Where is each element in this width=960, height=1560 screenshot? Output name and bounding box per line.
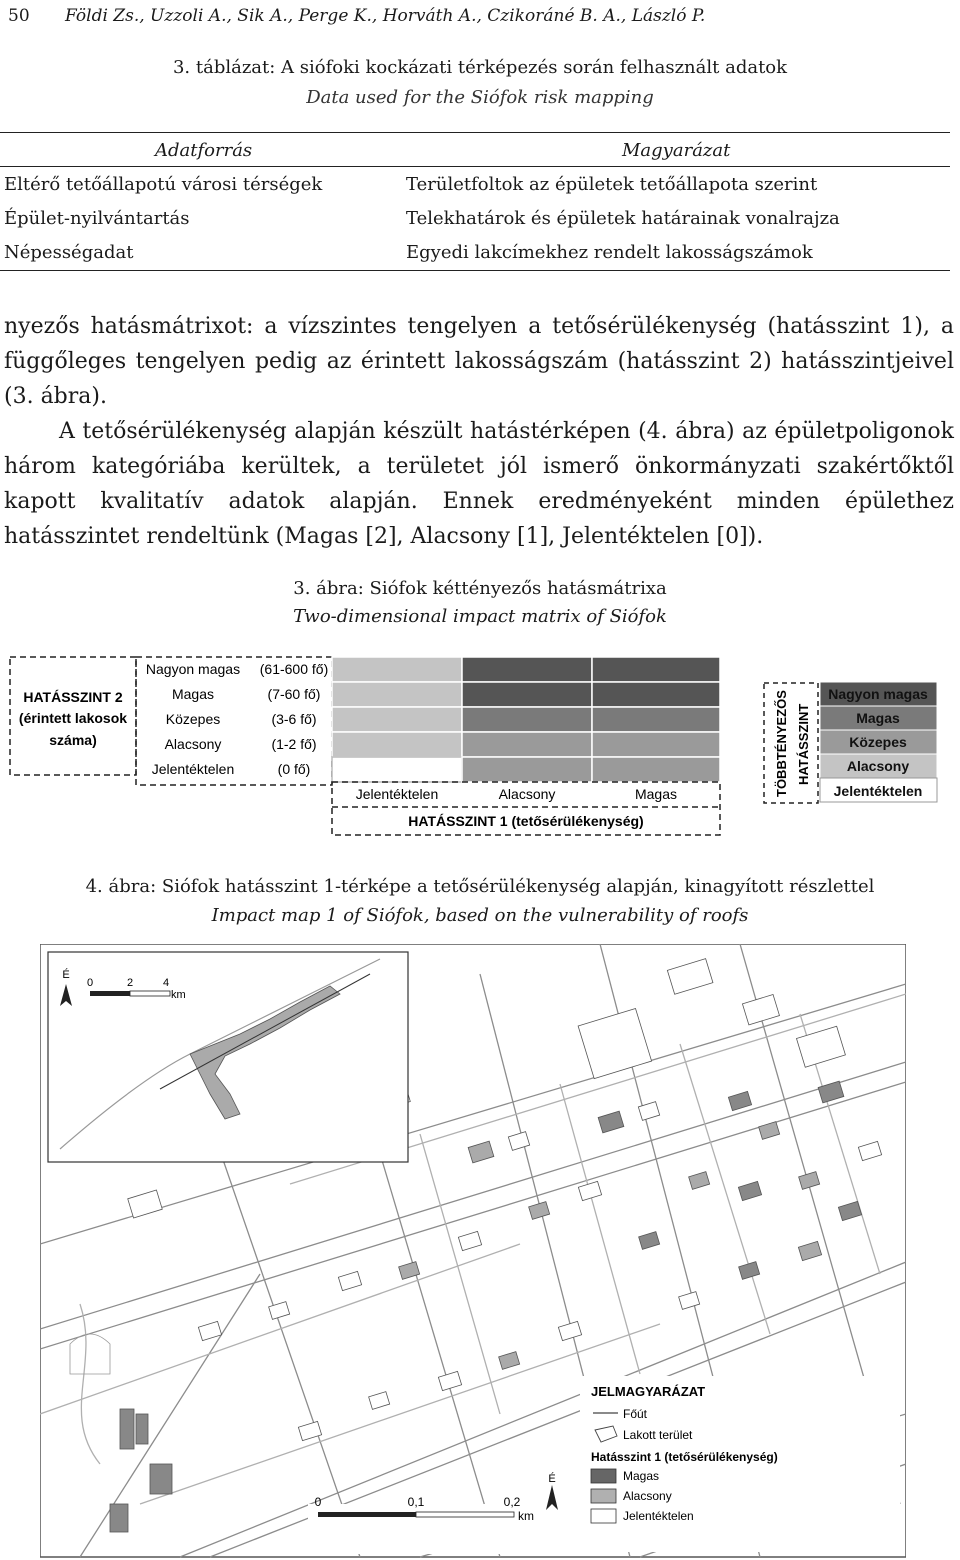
building (136, 1414, 148, 1444)
matrix-cell (462, 682, 592, 707)
author-list: Földi Zs., Uzzoli A., Sik A., Perge K., Horváth A., Czikoráné B. A., László P. (65, 6, 706, 26)
paragraph: A tetősérülékenység alapján készült hatástérképen (4. ábra) az épületpoligonok három kategóriába kerültek, a területet jól ismerő önkormányzati szakértőktől kapott kvalitatív adatok alapján. Ennek eredményeként minden épülethez hatásszintet rendeltünk (Magas [2], Alacsony [1], Jelentéktelen [0]). (4, 419, 954, 549)
scale-bar-segment (130, 991, 170, 996)
table-caption: 3. táblázat: A siófoki kockázati térképezés során felhasznált adatok (172, 57, 788, 78)
impact-map-figure (40, 944, 906, 1560)
row-label: Alacsony (164, 736, 222, 752)
axis2-title: (érintett lakosok (18, 710, 128, 726)
table-cell-source: Épület-nyilvántartás (4, 208, 190, 229)
column-label: Alacsony (498, 786, 556, 802)
building (120, 1409, 134, 1449)
matrix-cell (592, 707, 720, 732)
table-header-explanation: Magyarázat (622, 140, 731, 161)
row-label: Közepes (165, 711, 221, 727)
table-header-source: Adatforrás (155, 140, 253, 161)
page-number: 50 (8, 6, 30, 26)
legend-label: Lakott terület (623, 1428, 693, 1442)
legend-label: Közepes (849, 734, 907, 750)
matrix-cell (332, 657, 462, 682)
scale-bar-segment (90, 991, 130, 996)
table-cell-explanation: Egyedi lakcímekhez rendelt lakosságszámok (406, 242, 813, 263)
north-label: É (548, 1473, 556, 1485)
overview-inset (48, 952, 408, 1162)
legend-label: Alacsony (623, 1489, 672, 1503)
matrix-cell (462, 757, 592, 782)
row-range: (7-60 fő) (267, 686, 321, 702)
matrix-cell (332, 732, 462, 757)
axis2-title: HATÁSSZINT 2 (23, 689, 123, 705)
scale-tick-label: 4 (162, 977, 170, 989)
legend-box (580, 1376, 900, 1552)
row-range: (61-600 fő) (259, 661, 329, 677)
building (110, 1504, 128, 1532)
axis2-title: száma) (49, 732, 97, 748)
legend-label: Magas (623, 1469, 660, 1483)
legend-label: Alacsony (846, 758, 910, 774)
legend-label: Nagyon magas (828, 686, 928, 702)
running-header (8, 6, 705, 26)
row-range: (0 fő) (277, 761, 311, 777)
scale-unit: km (171, 989, 186, 1001)
scale-unit: km (518, 1509, 534, 1523)
legend-swatch (591, 1489, 616, 1503)
map-legend (580, 1376, 900, 1552)
table-cell-explanation: Területfoltok az épületek tetőállapota szerint (406, 174, 818, 195)
matrix-cell (332, 682, 462, 707)
matrix-cell (332, 707, 462, 732)
table-top-rule (0, 132, 950, 133)
table-header-rule (0, 166, 950, 167)
legend-subtitle: Hatásszint 1 (tetősérülékenység) (591, 1450, 778, 1464)
legend-title: TÖBBTÉNYEZŐS (774, 690, 789, 797)
row-range: (3-6 fő) (271, 711, 317, 727)
row-label: Magas (171, 686, 215, 702)
row-label: Nagyon magas (145, 661, 241, 677)
legend-label: Jelentéktelen (833, 783, 923, 799)
legend-swatch (591, 1469, 616, 1483)
scale-tick-label: 0,2 (503, 1495, 521, 1509)
legend-label: Főút (623, 1407, 648, 1421)
north-label: É (62, 969, 70, 981)
scale-bar-segment (416, 1512, 514, 1517)
matrix-cell (462, 707, 592, 732)
axis1-title: HATÁSSZINT 1 (tetősérülékenység) (408, 813, 644, 829)
table-cell-source: Eltérő tetőállapotú városi térségek (4, 174, 323, 195)
paragraph: nyezős hatásmátrixot: a vízszintes tengelyen a tetősérülékenység (hatásszint 1), a függőleges tengelyen pedig az érintett lakosságszám (hatásszint 2) hatásszintjeivel (3. ábra). (4, 314, 954, 409)
figure-4-caption: 4. ábra: Siófok hatásszint 1-térképe a tetősérülékenység alapján, kinagyított részlettel (85, 876, 875, 897)
figure-3-caption-english: Two-dimensional impact matrix of Siófok (293, 606, 667, 627)
matrix-cell (592, 682, 720, 707)
scale-bar-segment (318, 1512, 416, 1517)
scale-tick-label: 0 (86, 977, 94, 989)
matrix-cell (592, 657, 720, 682)
scale-tick-label: 0 (314, 1495, 322, 1509)
table-cell-source: Népességadat (4, 242, 134, 263)
figure-4-caption-english: Impact map 1 of Siófok, based on the vulnerability of roofs (211, 905, 749, 926)
legend-title: HATÁSSZINT (796, 703, 811, 785)
table-caption-english: Data used for the Siófok risk mapping (306, 87, 654, 108)
inset-frame (48, 952, 408, 1162)
body-text (4, 309, 954, 554)
matrix-cell (462, 732, 592, 757)
table-cell-explanation: Telekhatárok és épületek határainak vonalrajza (406, 208, 840, 229)
legend-swatch (591, 1509, 616, 1523)
building (150, 1464, 172, 1494)
legend-label: Magas (856, 710, 900, 726)
row-range: (1-2 fő) (271, 736, 317, 752)
legend-label: Jelentéktelen (623, 1509, 694, 1523)
matrix-cell (462, 657, 592, 682)
row-label: Jelentéktelen (151, 761, 235, 777)
column-label: Jelentéktelen (355, 786, 439, 802)
matrix-cell (332, 757, 462, 782)
matrix-cell (592, 732, 720, 757)
figure-3-caption: 3. ábra: Siófok kéttényezős hatásmátrixa (293, 578, 667, 599)
impact-matrix-figure (0, 645, 960, 845)
scale-tick-label: 2 (126, 977, 134, 989)
legend-title: JELMAGYARÁZAT (591, 1384, 706, 1399)
matrix-cell (592, 757, 720, 782)
matrix-grid (332, 657, 720, 782)
table-bottom-rule (0, 270, 950, 271)
scale-tick-label: 0,1 (407, 1495, 425, 1509)
column-label: Magas (634, 786, 678, 802)
